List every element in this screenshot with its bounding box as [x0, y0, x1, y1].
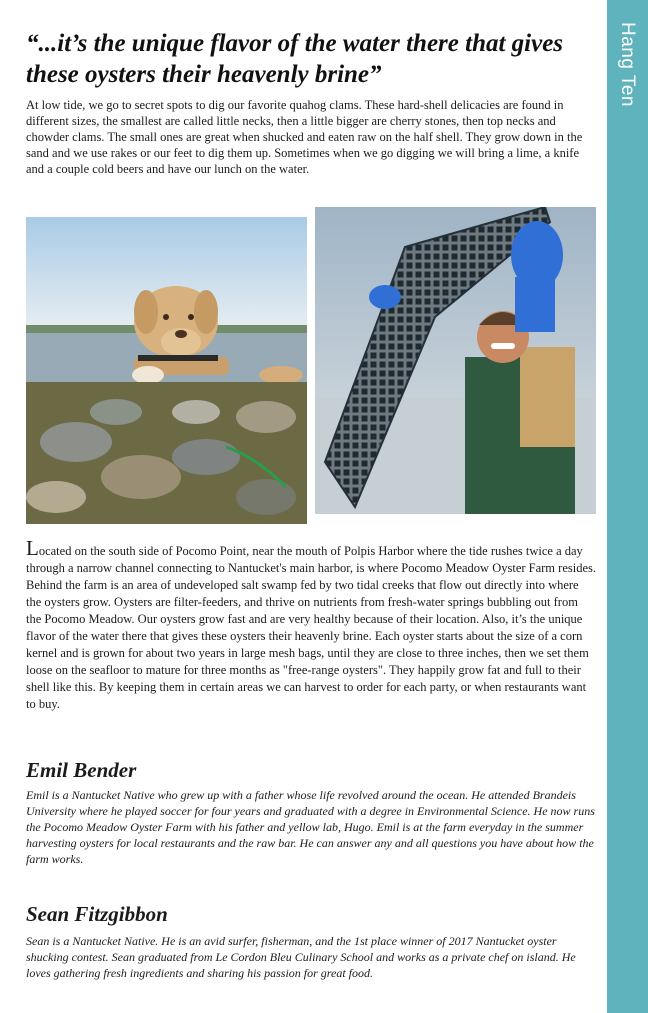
oyster-bag-photo [315, 207, 596, 514]
bio-text: Sean is a Nantucket Native. He is an avid surfer, fisherman, and the 1st place winner of 2017 Nantucket oyster shucking contest. Sean graduated from Le Cordon Bleu Culinary School and works as a private chef on island. He loves gathering fresh ingredients and sharing his passion for great food. [26, 934, 576, 980]
farm-description-text: ocated on the south side of Pocomo Point, near the mouth of Polpis Harbor where the tide rushes twice a day through a narrow channel connecting to Nantucket's main harbor, is where Pocomo Meadow Oyster Farm resides. Behind the farm is an area of undeveloped salt swamp fed by two tidal creeks that flow out directly into where the oysters grow. Oysters are filter-feeders, and thrive on nutrients from fresh-water springs bubbling out from the Pocomo Meadow. Our oysters grow fast and are very healthy because of their location. Also, it’s the unique flavor of the water there that gives these oysters their heavenly brine. Each oyster starts about the size of a corn kernel and is grown for about two years in large mesh bags, until they are close to three inches, then we set them loose on the seafloor to mature for three months as "free-range oysters". They happily grow fat and full to their shell like this. By keeping them in certain areas we can harvest to order for each party, or when restaurants want to buy. [26, 544, 596, 711]
bio-name: Sean Fitzgibbon [26, 902, 168, 926]
pull-quote: “...it’s the unique flavor of the water there that gives these oysters their heavenly brine” [26, 30, 564, 88]
drop-cap: L [26, 536, 39, 560]
side-tab-label: Hang Ten [617, 22, 638, 107]
farm-description-paragraph [26, 538, 596, 713]
side-tab [607, 0, 648, 1013]
intro-paragraph: At low tide, we go to secret spots to dig our favorite quahog clams. These hard-shell delicacies are found in different sizes, the smallest are called little necks, then a little bigger are cherry stones, then top necks and chowder clams. The small ones are great when shucked and eaten raw on the half shell. They grow down in the sand and we use rakes or our feet to dig them up. Sometimes when we go digging we will bring a lime, a knife and a couple cold beers and have our lunch on the water. [26, 98, 583, 176]
bio-name: Emil Bender [26, 758, 137, 782]
dog-oysters-photo [26, 217, 307, 524]
bio-text: Emil is a Nantucket Native who grew up with a father whose life revolved around the ocean. He attended Brandeis University where he played soccer for four years and graduated with a degree in Environmental Science. He now runs the Pocomo Meadow Oyster Farm with his father and yellow lab, Hugo. Emil is at the farm everyday in the summer harvesting oysters for local restaurants and the raw bar. He can answer any and all questions you have about how the farm works. [26, 788, 595, 866]
